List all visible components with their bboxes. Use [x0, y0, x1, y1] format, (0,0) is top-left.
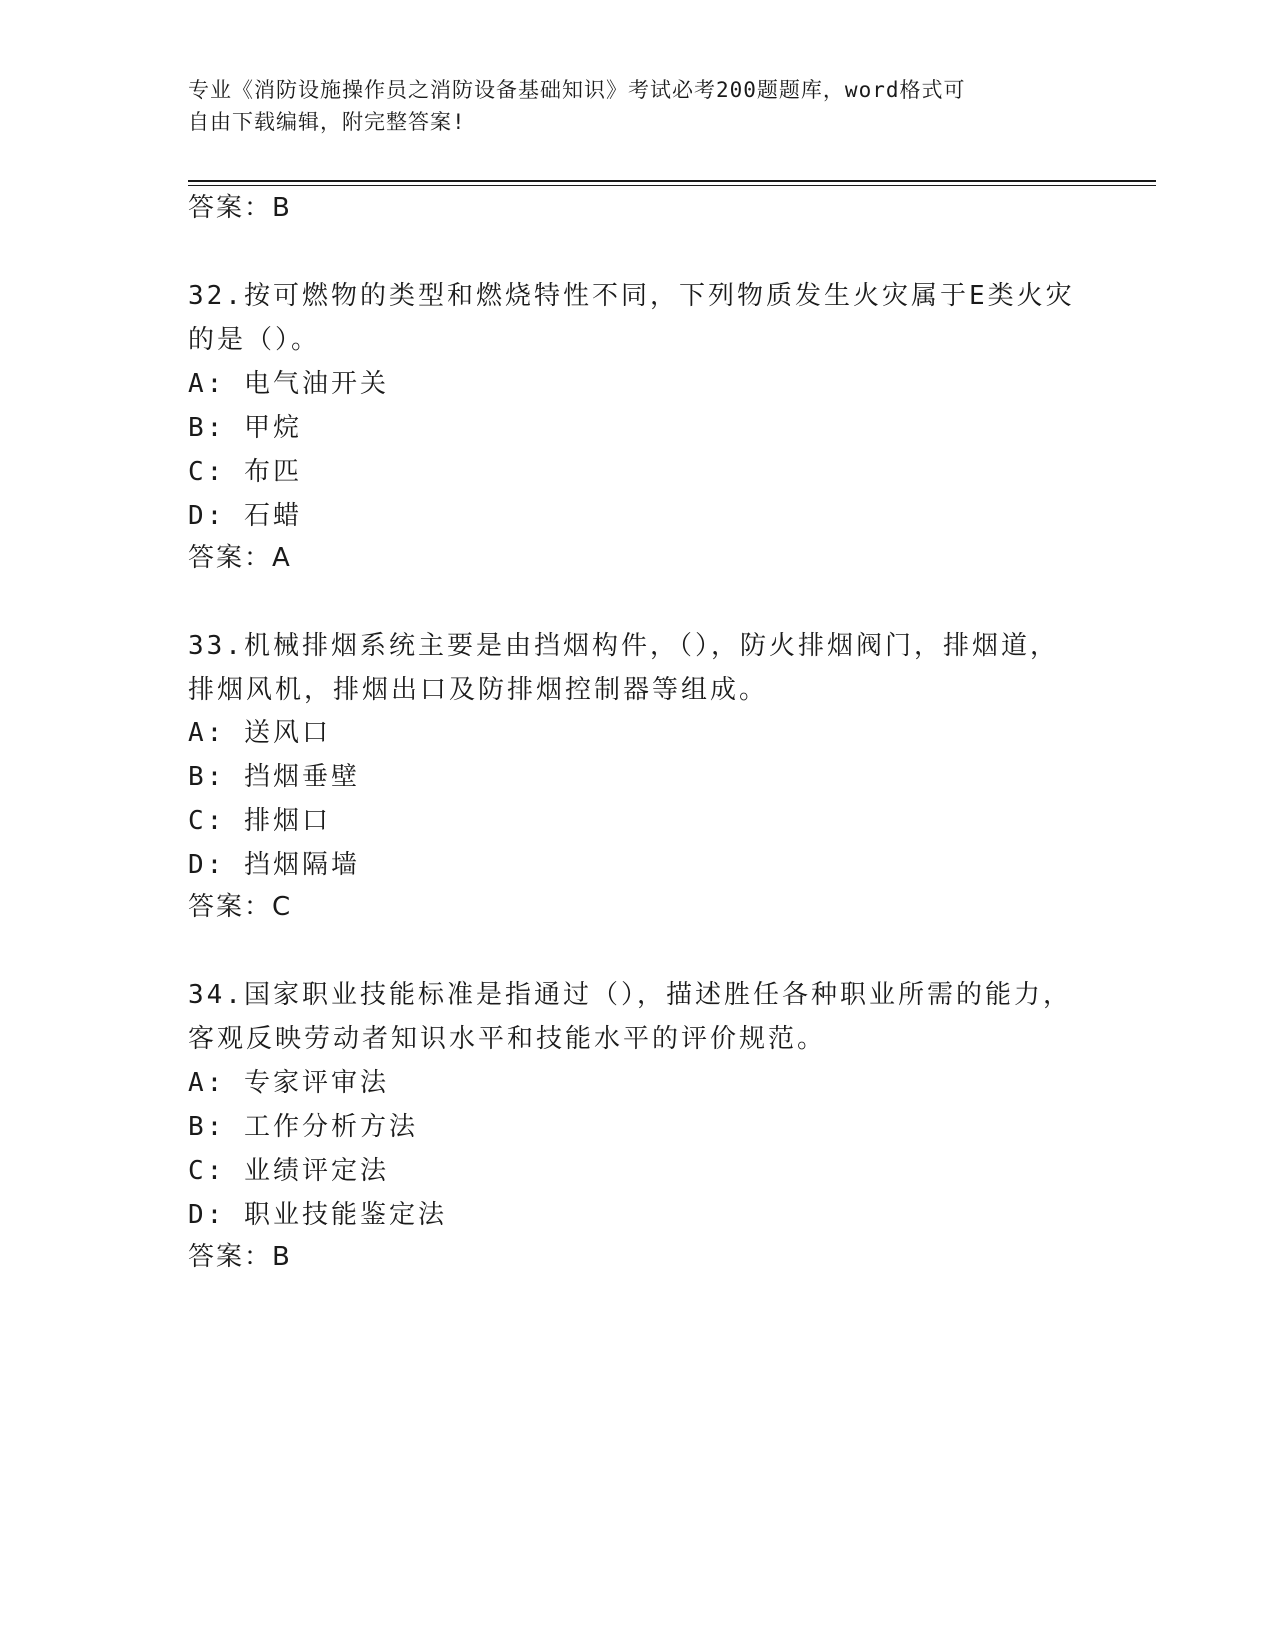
question-32-option-d: D: 石蜡	[188, 501, 302, 531]
header-line-2: 自由下载编辑，附完整答案!	[188, 110, 466, 134]
header-line-1: 专业《消防设施操作员之消防设备基础知识》考试必考200题题库，word格式可	[188, 78, 966, 102]
question-32-option-c: C: 布匹	[188, 457, 302, 487]
previous-answer: 答案：B	[188, 193, 292, 223]
document-header	[188, 74, 1068, 138]
question-32-option-a: A: 电气油开关	[188, 369, 389, 399]
question-33-option-a: A: 送风口	[188, 718, 331, 748]
question-33-option-c: C: 排烟口	[188, 806, 331, 836]
question-34-option-d: D: 职业技能鉴定法	[188, 1200, 447, 1230]
question-32-stem-line-2: 的是（）。	[188, 325, 321, 355]
header-rule-thin	[188, 185, 1156, 186]
question-33-option-d: D: 挡烟隔墙	[188, 850, 360, 880]
question-32-option-b: B: 甲烷	[188, 413, 302, 443]
question-32-answer: 答案：A	[188, 543, 292, 573]
question-34-stem-line-1: 34.国家职业技能标准是指通过（），描述胜任各种职业所需的能力，	[188, 980, 1072, 1010]
question-33-stem-line-2: 排烟风机，排烟出口及防排烟控制器等组成。	[188, 675, 769, 705]
question-34-answer: 答案：B	[188, 1242, 292, 1272]
question-34-option-c: C: 业绩评定法	[188, 1156, 389, 1186]
question-33-stem-line-1: 33.机械排烟系统主要是由挡烟构件，（），防火排烟阀门，排烟道，	[188, 631, 1059, 661]
question-33-answer: 答案：C	[188, 892, 293, 922]
question-34-option-b: B: 工作分析方法	[188, 1112, 418, 1142]
question-33-option-b: B: 挡烟垂壁	[188, 762, 360, 792]
question-34-option-a: A: 专家评审法	[188, 1068, 389, 1098]
question-34-stem-line-2: 客观反映劳动者知识水平和技能水平的评价规范。	[188, 1024, 827, 1054]
question-32-stem-line-1: 32.按可燃物的类型和燃烧特性不同，下列物质发生火灾属于E类火灾	[188, 281, 1075, 311]
header-rule-thick	[188, 180, 1156, 182]
